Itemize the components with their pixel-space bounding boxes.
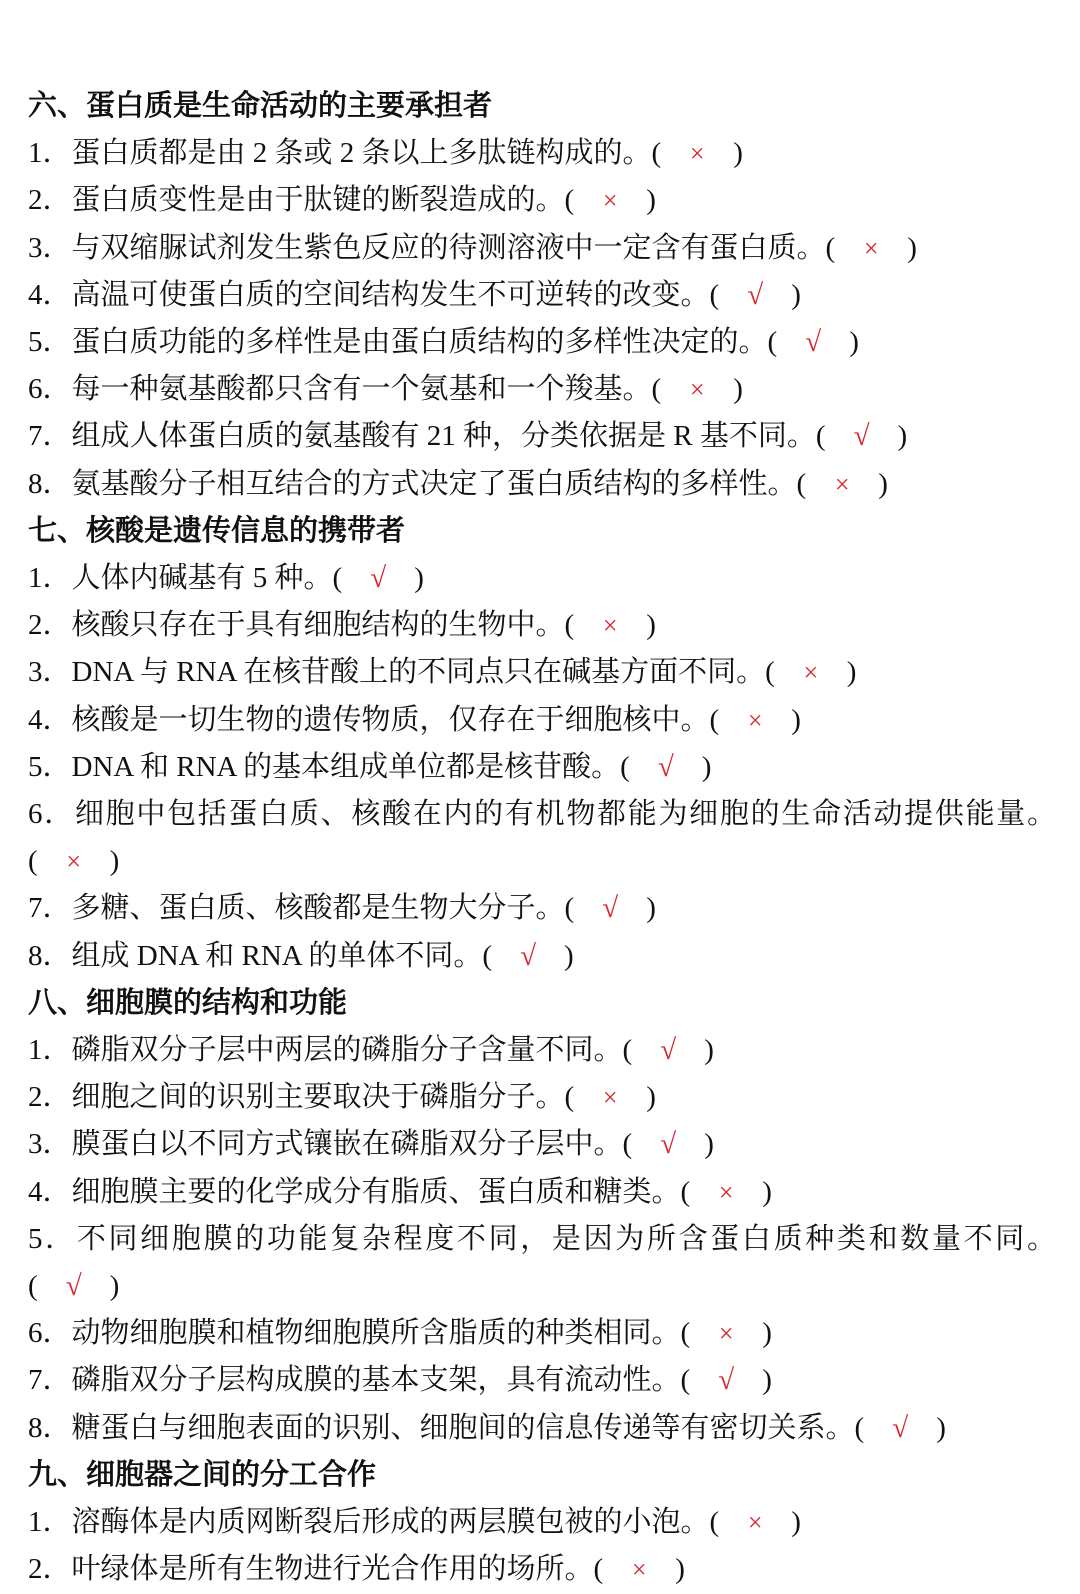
bracket-close: ) [646,1081,656,1114]
question-text: 氨基酸分子相互结合的方式决定了蛋白质结构的多样性。 [71,467,797,500]
question-item [28,1216,1056,1310]
question-item [28,1121,1056,1168]
question-text: 组成 DNA 和 RNA 的单体不同。 [71,939,483,972]
question-number: 6． [28,373,72,406]
bracket-open: ( [709,703,720,736]
bracket-open: ( [709,1506,720,1539]
answer-bracket [765,649,856,696]
question-number: 3． [28,656,72,689]
bracket-close: ) [846,656,857,689]
question-number: 7． [28,892,72,925]
question-item [28,130,1056,177]
bracket-close: ) [791,703,801,736]
bracket-close: ) [791,1506,801,1539]
question-item [28,933,1056,980]
question-number: 7． [28,420,72,453]
answer-mark: √ [747,278,764,311]
question-item [28,1546,1056,1593]
bracket-open: ( [825,231,836,264]
answer-mark: × [689,375,705,405]
answer-bracket [565,1074,656,1121]
answer-bracket [797,461,888,508]
question-item [28,697,1056,744]
bracket-open: ( [564,1081,575,1114]
answer-bracket [565,177,656,224]
bracket-close: ) [675,1553,685,1586]
question-text: 细胞中包括蛋白质、核酸在内的有机物都能为细胞的生命活动提供能量。 [74,798,1056,831]
answer-bracket [681,1357,772,1404]
question-item [28,1169,1056,1216]
question-number: 2． [28,1081,72,1114]
bracket-open: ( [709,278,720,311]
bracket-close: ) [762,1364,772,1397]
bracket-open: ( [593,1553,604,1586]
answer-mark: × [689,139,705,169]
question-item [28,1310,1056,1357]
question-number: 6． [28,1317,72,1350]
question-text: 磷脂双分子层构成膜的基本支架，具有流动性。 [71,1364,681,1397]
bracket-open: ( [620,750,630,783]
answer-bracket [855,1405,946,1452]
answer-bracket [652,130,743,177]
section-organelles [28,1452,1056,1594]
bracket-open: ( [796,467,807,500]
answer-mark: × [631,1555,647,1585]
answer-bracket [623,1121,714,1168]
question-text: 每一种氨基酸都只含有一个氨基和一个羧基。 [71,373,652,406]
question-text: 不同细胞膜的功能复杂程度不同，是因为所含蛋白质种类和数量不同。 [76,1222,1056,1255]
bracket-close: ) [791,278,801,311]
bracket-open: ( [854,1411,865,1444]
section-heading: 六、蛋白质是生命活动的主要承担者 [28,90,493,122]
question-item [28,1074,1056,1121]
bracket-close: ) [109,1270,120,1303]
question-text: DNA 和 RNA 的基本组成单位都是核苷酸。 [71,750,621,783]
question-number: 4． [28,703,72,736]
answer-mark: × [602,611,618,641]
bracket-open: ( [765,656,775,689]
bracket-close: ) [646,609,656,642]
answer-mark: √ [370,562,387,595]
bracket-open: ( [482,939,493,972]
question-item [28,555,1056,602]
answer-bracket [28,1263,119,1310]
answer-mark: √ [65,1270,82,1303]
question-item [28,791,1056,885]
bracket-open: ( [680,1175,691,1208]
bracket-open: ( [680,1364,691,1397]
question-text: 蛋白质功能的多样性是由蛋白质结构的多样性决定的。 [71,326,768,359]
answer-bracket [482,933,573,980]
question-number: 5． [28,326,72,359]
answer-mark: × [602,1083,618,1113]
answer-bracket [565,602,656,649]
answer-bracket [768,319,859,366]
question-item [28,366,1056,413]
bracket-open: ( [564,892,575,925]
answer-mark: × [803,658,819,688]
question-item [28,461,1056,508]
question-item [28,744,1056,791]
answer-mark: √ [660,1128,677,1161]
question-text: 核酸是一切生物的遗传物质，仅存在于细胞核中。 [71,703,710,736]
answer-bracket [826,225,917,272]
question-text: 蛋白质变性是由于肽键的断裂造成的。 [71,184,565,217]
question-number: 1． [28,1034,72,1067]
question-number: 2． [28,1553,72,1586]
question-number: 5． [28,1222,77,1255]
answer-mark: × [66,847,81,877]
answer-mark: × [747,705,763,735]
question-number: 8． [28,1411,72,1444]
question-item [28,1357,1056,1404]
answer-bracket [710,272,801,319]
answer-bracket [565,885,656,932]
answer-mark: √ [718,1364,735,1397]
answer-mark: × [863,233,879,263]
bracket-close: ) [878,467,888,500]
question-item [28,319,1056,366]
answer-mark: √ [853,420,870,453]
answer-bracket [620,744,711,791]
question-item [28,1027,1056,1074]
answer-mark: √ [657,750,674,783]
question-item [28,413,1056,460]
question-text: 溶酶体是内质网断裂后形成的两层膜包被的小泡。 [71,1506,710,1539]
bracket-close: ) [564,939,574,972]
question-text: 膜蛋白以不同方式镶嵌在磷脂双分子层中。 [71,1128,623,1161]
section-heading: 八、细胞膜的结构和功能 [28,986,348,1019]
answer-mark: × [718,1319,734,1349]
answer-mark: √ [805,326,822,359]
answer-mark: × [602,186,618,216]
question-item [28,885,1056,932]
document-page [28,83,1056,1594]
bracket-close: ) [849,326,859,359]
question-text: 核酸只存在于具有细胞结构的生物中。 [71,609,565,642]
section-nucleic-acids [28,508,1056,980]
question-number: 3． [28,231,72,264]
bracket-open: ( [767,326,778,359]
answer-mark: × [747,1508,763,1538]
bracket-open: ( [332,562,343,595]
question-text: 细胞膜主要的化学成分有脂质、蛋白质和糖类。 [71,1175,681,1208]
bracket-close: ) [907,231,917,264]
section-proteins [28,83,1056,508]
bracket-close: ) [109,845,120,878]
question-text: 糖蛋白与细胞表面的识别、细胞间的信息传递等有密切关系。 [71,1411,855,1444]
question-number: 5． [28,750,72,783]
question-number: 1． [28,562,72,595]
answer-bracket [681,1310,772,1357]
answer-mark: √ [520,939,536,972]
question-text: 细胞之间的识别主要取决于磷脂分子。 [71,1081,565,1114]
question-number: 6． [28,798,75,831]
bracket-open: ( [564,184,575,217]
bracket-open: ( [564,609,575,642]
answer-bracket [594,1546,685,1593]
question-number: 2． [28,184,72,217]
question-text: 多糖、蛋白质、核酸都是生物大分子。 [71,892,565,925]
question-number: 1． [28,137,72,170]
question-text: 与双缩脲试剂发生紫色反应的待测溶液中一定含有蛋白质。 [71,231,826,264]
bracket-close: ) [936,1411,946,1444]
question-number: 1． [28,1506,72,1539]
bracket-close: ) [897,420,908,453]
question-item [28,177,1056,224]
question-text: 叶绿体是所有生物进行光合作用的场所。 [71,1553,594,1586]
question-item [28,225,1056,272]
answer-bracket [652,366,743,413]
bracket-close: ) [704,1128,714,1161]
answer-mark: × [718,1177,734,1207]
question-number: 4． [28,1175,72,1208]
question-number: 8． [28,939,72,972]
bracket-open: ( [680,1317,691,1350]
bracket-open: ( [651,137,662,170]
bracket-close: ) [701,750,712,783]
bracket-open: ( [28,1270,38,1303]
bracket-close: ) [733,137,743,170]
question-text: 人体内碱基有 5 种。 [71,562,333,595]
bracket-close: ) [762,1175,772,1208]
answer-mark: √ [602,892,619,925]
answer-mark: √ [892,1411,909,1444]
bracket-close: ) [646,184,656,217]
question-item [28,1405,1056,1452]
bracket-close: ) [733,373,743,406]
question-item [28,602,1056,649]
question-number: 3． [28,1128,72,1161]
question-text: 高温可使蛋白质的空间结构发生不可逆转的改变。 [71,278,710,311]
bracket-open: ( [651,373,662,406]
answer-bracket [623,1027,714,1074]
answer-bracket [333,555,424,602]
answer-bracket [28,838,119,885]
question-text: 磷脂双分子层中两层的磷脂分子含量不同。 [71,1034,623,1067]
question-text: 蛋白质都是由 2 条或 2 条以上多肽链构成的。 [71,137,652,170]
question-item [28,272,1056,319]
answer-bracket [710,697,801,744]
section-heading: 九、细胞器之间的分工合作 [28,1458,377,1491]
section-heading: 七、核酸是遗传信息的携带者 [28,514,406,547]
question-text: 动物细胞膜和植物细胞膜所含脂质的种类相同。 [71,1317,681,1350]
question-number: 2． [28,609,72,642]
bracket-open: ( [815,420,826,453]
bracket-close: ) [704,1034,714,1067]
question-item [28,1499,1056,1546]
answer-bracket [681,1169,772,1216]
bracket-close: ) [646,892,656,925]
bracket-open: ( [622,1128,633,1161]
question-number: 4． [28,278,72,311]
question-text: 组成人体蛋白质的氨基酸有 21 种，分类依据是 R 基不同。 [71,420,816,453]
bracket-close: ) [762,1317,772,1350]
section-cell-membrane [28,980,1056,1452]
question-text: DNA 与 RNA 在核苷酸上的不同点只在碱基方面不同。 [71,656,766,689]
answer-mark: √ [660,1034,677,1067]
answer-bracket [710,1499,801,1546]
answer-mark: × [834,469,850,499]
question-number: 7． [28,1364,72,1397]
question-number: 8． [28,467,72,500]
bracket-open: ( [28,845,38,878]
question-item [28,649,1056,696]
bracket-open: ( [622,1034,633,1067]
answer-bracket [816,413,907,460]
bracket-close: ) [414,562,424,595]
